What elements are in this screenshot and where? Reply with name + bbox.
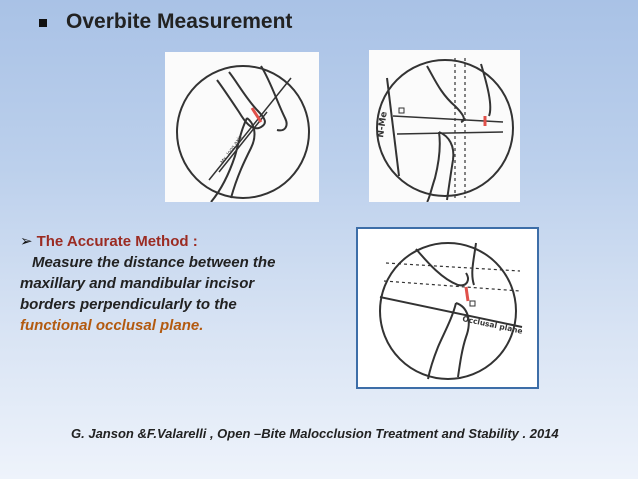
fig2-line-label: N-Me	[376, 110, 390, 139]
figure-occlusal-plane	[356, 227, 539, 389]
arrow-bullet-icon: ➢	[20, 233, 33, 250]
title-bullet-icon	[39, 19, 47, 27]
fig3-line-label: Occlusal plane	[461, 314, 524, 336]
figure-n-me	[369, 50, 520, 202]
method-heading-row	[20, 231, 350, 252]
citation: G. Janson &F.Valarelli , Open –Bite Malocclusion Treatment and Stability . 2014	[71, 426, 559, 441]
method-heading: The Accurate Method :	[36, 233, 198, 250]
fig1-line-label: Mx. long axis	[219, 134, 244, 166]
method-description	[20, 252, 350, 336]
method-block	[20, 231, 350, 336]
slide-title: Overbite Measurement	[66, 10, 293, 33]
method-line-2: maxillary and mandibular incisor	[20, 275, 255, 292]
method-line-1: Measure the distance between the	[32, 254, 276, 271]
method-line-4: functional occlusal plane.	[20, 317, 204, 334]
method-line-3: borders perpendicularly to the	[20, 296, 237, 313]
figure-long-axis	[165, 52, 319, 202]
